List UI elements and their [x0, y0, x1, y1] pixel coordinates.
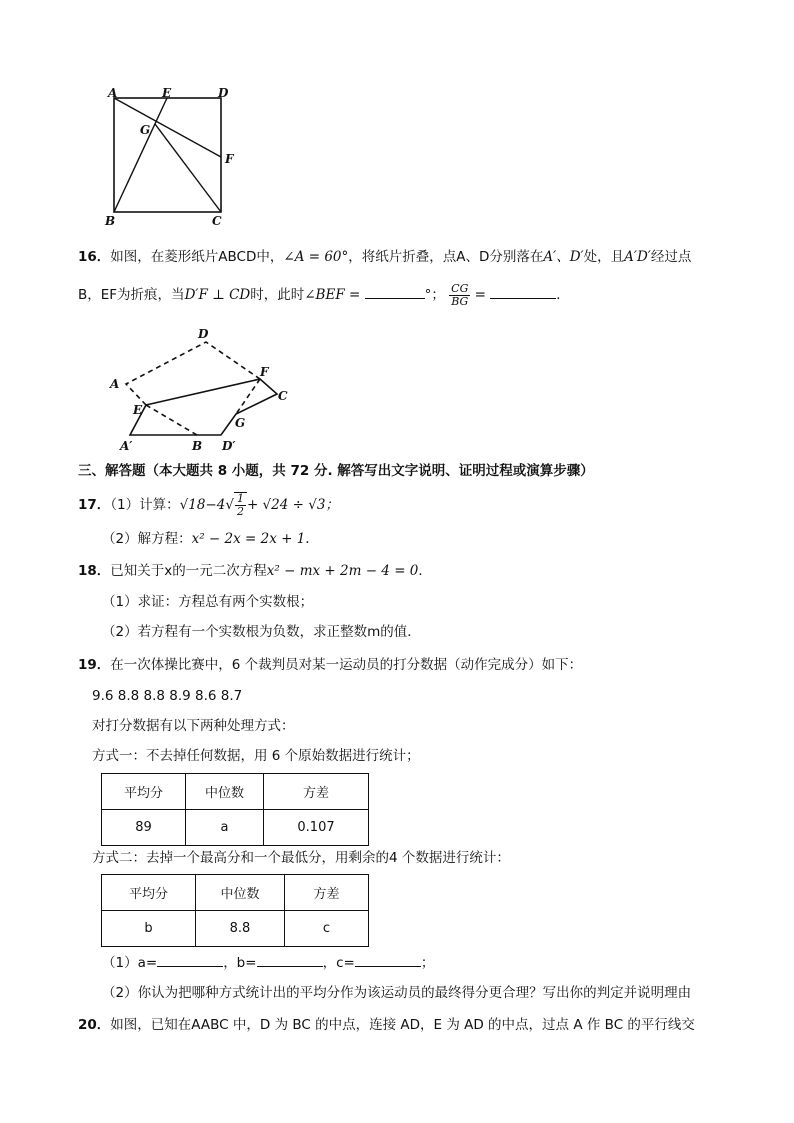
- line-AF: [114, 98, 221, 157]
- q18-line1: [78, 561, 432, 581]
- q18-part1: （1）求证：方程总有两个实数根；: [102, 594, 314, 610]
- q19-part2: （2）你认为把哪种方式统计出的平均分作为该运动员的最终得分更合理？写出你的判定并说明理由: [102, 985, 692, 1001]
- q17-line2: [102, 529, 310, 549]
- q16-number: 16．: [78, 249, 111, 265]
- q19-intro: 对打分数据有以下两种处理方式：: [92, 718, 295, 734]
- q16-blank-2[interactable]: [490, 284, 556, 299]
- q17-half-num: 1: [236, 492, 244, 505]
- q16-degree: °；: [424, 287, 445, 303]
- figure-rhombus: [100, 322, 300, 457]
- q19-text: 在一次体操比赛中，6 个裁判员对某一运动员的打分数据（动作完成分）如下：: [110, 657, 583, 673]
- stats-table-2: [101, 874, 369, 947]
- label-D: D: [218, 86, 229, 100]
- q18-number: 18．: [78, 563, 111, 579]
- q20-number: 20．: [78, 1017, 111, 1033]
- table1-header-variance: 方差: [264, 774, 369, 810]
- section-title: 三、解答题（本大题共 8 小题，共 72 分. 解答写出文字说明、证明过程或演算步骤）: [78, 463, 594, 479]
- label-F2: F: [260, 365, 269, 379]
- answer-blank-a[interactable]: [157, 952, 223, 967]
- q17-expr-b: −4: [205, 497, 226, 513]
- label-G2: G: [235, 416, 246, 430]
- q17-p2-label: （2）解方程：: [102, 531, 192, 547]
- square-outline: [114, 98, 221, 212]
- q20-line1: [78, 1015, 695, 1035]
- q16-angle: ∠A = 60°: [283, 249, 349, 265]
- q16-points: A′、D′: [543, 249, 584, 265]
- q19-line1: [78, 655, 582, 675]
- q16-text-c: 处，且: [583, 249, 625, 265]
- q17-p1-label: （1）计算：: [110, 497, 180, 513]
- q16-line2-b: 时，此时: [250, 287, 305, 303]
- q16-line1: [78, 247, 691, 267]
- q19-way2: 方式二：去掉一个最高分和一个最低分，用剩余的4 个数据进行统计：: [92, 850, 510, 866]
- q16-fraction: [449, 283, 470, 308]
- label-F: F: [225, 152, 234, 166]
- q18-eq: x² − mx + 2m − 4 = 0: [266, 563, 419, 579]
- label-E2: E: [133, 403, 143, 417]
- table2-header-median: 中位数: [196, 875, 285, 911]
- q16-text-d: 经过点: [650, 249, 692, 265]
- q17-line1: 17．（1）计算：√18−4√ $\frac{1}{2}$ + √24 ÷ √3；: [78, 492, 339, 518]
- q17-p2-expr: x² − 2x = 2x + 1.: [191, 531, 310, 547]
- label-G: G: [140, 123, 151, 137]
- q16-period: ．: [556, 287, 570, 303]
- figure-square: [100, 86, 250, 231]
- table2-cell-variance: c: [285, 911, 369, 947]
- q16-frac-num: CG: [451, 281, 469, 295]
- table1-header-mean: 平均分: [102, 774, 186, 810]
- q18-part2: （2）若方程有一个实数根为负数，求正整数m的值．: [102, 624, 421, 640]
- label-B2: B: [192, 439, 203, 453]
- table1-cell-median: a: [186, 810, 264, 846]
- label-D2: D: [198, 327, 209, 341]
- q17-expr-c: + √24 ÷ √3；: [246, 497, 339, 513]
- line-EB: [114, 98, 167, 212]
- q19-part1: [102, 952, 434, 973]
- q19-number: 19．: [78, 657, 111, 673]
- table2-header-row: [102, 875, 369, 911]
- q16-frac-den: BG: [451, 294, 469, 308]
- dashed-EB: [146, 405, 197, 435]
- table2-cell-mean: b: [102, 911, 196, 947]
- table1-header-median: 中位数: [186, 774, 264, 810]
- q19-p1-b: ，b=: [223, 955, 257, 971]
- q17-half-den: 2: [236, 505, 244, 518]
- table2-header-variance: 方差: [285, 875, 369, 911]
- label-A2: A: [110, 377, 120, 391]
- table1-data-row: [102, 810, 369, 846]
- q16-blank-1[interactable]: [365, 284, 425, 299]
- q16-text-b: ，将纸片折叠，点A、D分别落在: [348, 249, 544, 265]
- q17-number: 17．: [78, 497, 111, 513]
- answer-blank-b[interactable]: [257, 952, 323, 967]
- q20-text: 如图，已知在AABC 中，D 为 BC 的中点，连接 AD，E 为 AD 的中点，过点 A 作 BC 的平行线交: [110, 1017, 695, 1033]
- q16-perp: D′F ⊥ CD: [184, 287, 251, 303]
- q16-line2-a: B，EF为折痕，当: [78, 287, 185, 303]
- q19-p1-a: （1）a=: [102, 955, 158, 971]
- label-C2: C: [278, 389, 288, 403]
- q19-p1-end: ；: [420, 955, 435, 971]
- q19-scores: 9.6 8.8 8.8 8.9 8.6 8.7: [92, 688, 243, 704]
- table1-header-row: [102, 774, 369, 810]
- label-A: A: [108, 86, 118, 100]
- table1-cell-mean: 89: [102, 810, 186, 846]
- table1-cell-variance: 0.107: [264, 810, 369, 846]
- q18-text: 已知关于x的一元二次方程: [110, 563, 267, 579]
- table2-cell-median: 8.8: [196, 911, 285, 947]
- q18-end: ．: [418, 563, 432, 579]
- label-A-prime: A′: [120, 439, 133, 453]
- label-E: E: [162, 86, 172, 100]
- q16-text-a: 如图，在菱形纸片ABCD中，: [110, 249, 284, 265]
- q16-line2: [78, 278, 570, 312]
- q17-half: [234, 492, 247, 518]
- table2-header-mean: 平均分: [102, 875, 196, 911]
- q19-way1: 方式一：不去掉任何数据，用 6 个原始数据进行统计；: [92, 748, 420, 764]
- q19-p1-c: ，c=: [322, 955, 355, 971]
- q16-angle2: ∠BEF =: [304, 287, 361, 303]
- label-B: B: [105, 214, 116, 228]
- label-D-prime: D′: [222, 439, 236, 453]
- q17-expr-a: √18: [179, 497, 206, 513]
- answer-blank-c[interactable]: [355, 952, 421, 967]
- stats-table-1: [101, 773, 369, 846]
- line-GC: [155, 124, 221, 212]
- q16-eq: =: [474, 287, 486, 303]
- dashed-outline: [126, 342, 260, 405]
- q16-segment: A′D′: [624, 249, 651, 265]
- table2-data-row: [102, 911, 369, 947]
- label-C: C: [212, 214, 222, 228]
